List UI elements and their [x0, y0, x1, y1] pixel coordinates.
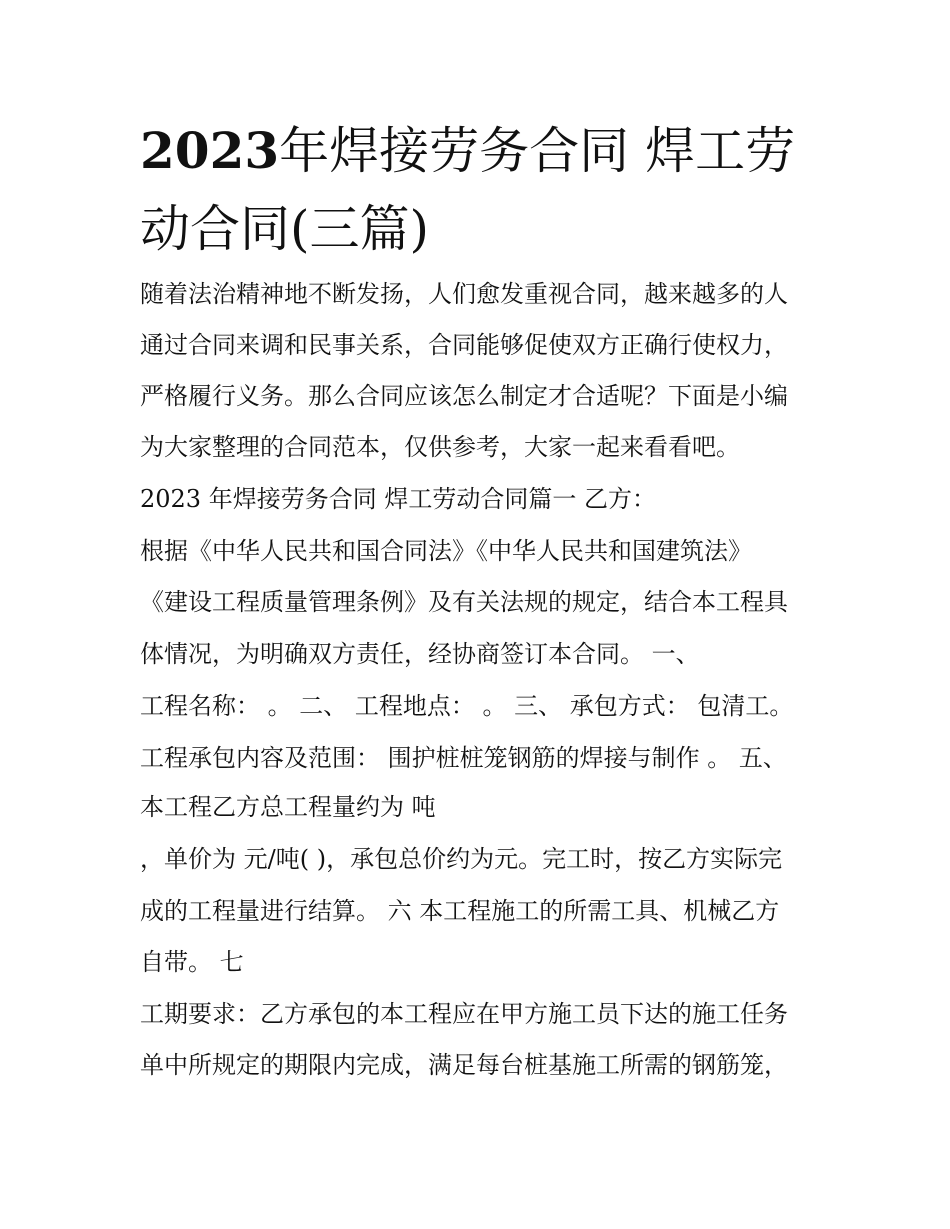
- body-line: 工程名称： 。 二、 工程地点： 。 三、 承包方式： 包清工。: [140, 692, 794, 720]
- body-line: 成的工程量进行结算。 六 本工程施工的所需工具、机械乙方: [140, 897, 780, 925]
- title-year: 2023: [140, 121, 280, 180]
- body-line: 本工程乙方总工程量约为 吨: [140, 793, 436, 821]
- body-line: 工程承包内容及范围： 围护桩桩笼钢筋的焊接与制作 。 五、: [140, 744, 787, 772]
- body-line: 自带。 七: [140, 948, 244, 976]
- body-line: ，单价为 元/吨( )，承包总价约为元。完工时，按乙方实际完: [140, 845, 783, 873]
- body-line: 为大家整理的合同范本，仅供参考，大家一起来看看吧。: [140, 433, 740, 461]
- body-line: 2023 年焊接劳务合同 焊工劳动合同篇一 乙方：: [140, 485, 656, 513]
- body-line: 随着法治精神地不断发扬，人们愈发重视合同，越来越多的人: [140, 280, 788, 308]
- body-line: 工期要求：乙方承包的本工程应在甲方施工员下达的施工任务: [140, 1000, 788, 1028]
- title-line-2: 动合同(三篇): [140, 200, 430, 258]
- body-line: 根据《中华人民共和国合同法》《中华人民共和国建筑法》: [140, 537, 752, 565]
- body-line: 体情况，为明确双方责任，经协商签订本合同。 一、: [140, 640, 700, 668]
- body-line: 《建设工程质量管理条例》及有关法规的规定，结合本工程具: [140, 588, 788, 616]
- title-line-1: 年焊接劳务合同 焊工劳: [279, 122, 796, 180]
- body-line: 通过合同来调和民事关系，合同能够促使双方正确行使权力，: [140, 331, 788, 359]
- body-line: 单中所规定的期限内完成，满足每台桩基施工所需的钢筋笼，: [140, 1051, 788, 1079]
- body-line: 严格履行义务。那么合同应该怎么制定才合适呢？下面是小编: [140, 382, 788, 410]
- document-title: [140, 112, 840, 268]
